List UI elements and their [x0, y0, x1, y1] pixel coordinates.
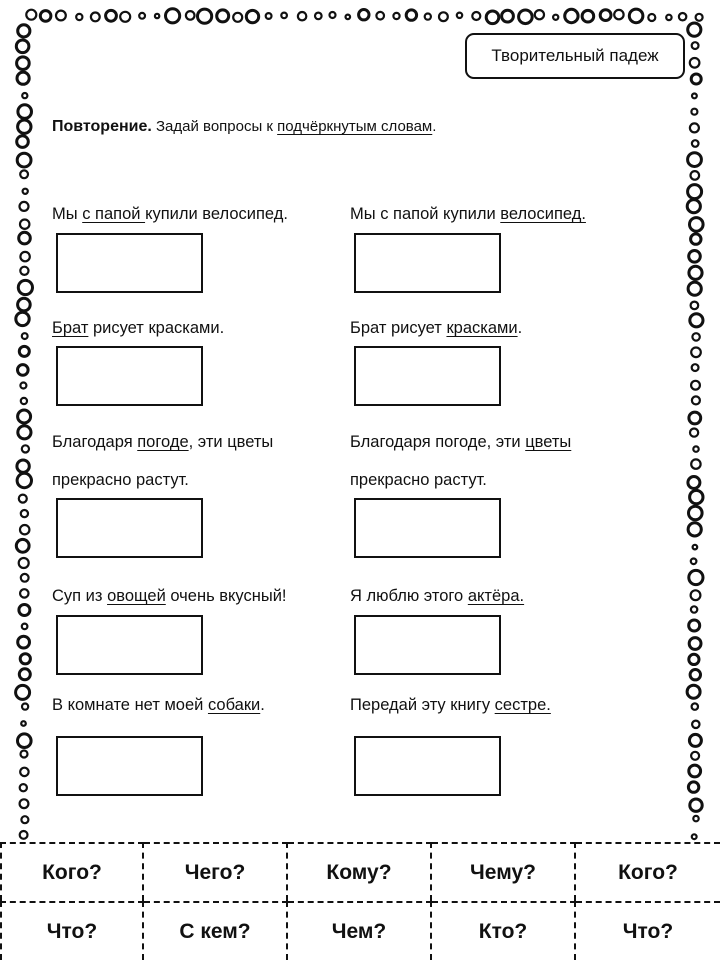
- border-ring: [17, 153, 31, 167]
- border-ring: [18, 426, 31, 439]
- question-card[interactable]: [288, 901, 432, 960]
- border-ring: [18, 120, 31, 133]
- underlined-word: цветы: [525, 433, 572, 451]
- question-text: Кто?: [478, 919, 528, 943]
- border-ring: [691, 171, 700, 180]
- border-ring: [18, 410, 31, 423]
- exercise-sentence: [52, 423, 273, 499]
- border-ring: [690, 58, 700, 68]
- border-ring: [16, 539, 29, 552]
- question-card[interactable]: [144, 842, 288, 901]
- border-ring: [20, 170, 28, 178]
- instruction-label: Повторение.: [52, 118, 152, 135]
- border-ring: [155, 14, 159, 18]
- border-ring: [56, 11, 66, 21]
- border-ring: [359, 10, 369, 20]
- sentence-text: Передай эту книгу: [350, 696, 495, 714]
- instruction-end: .: [432, 118, 437, 135]
- border-ring: [17, 136, 29, 148]
- border-ring: [692, 834, 697, 839]
- sentence-line: [350, 686, 551, 724]
- border-ring: [330, 12, 336, 18]
- border-ring: [19, 232, 31, 244]
- underlined-word: сестре.: [494, 696, 551, 714]
- border-ring: [22, 333, 28, 339]
- border-ring: [425, 14, 431, 20]
- border-ring: [315, 13, 322, 20]
- sentence-text: В комнате нет моей: [52, 696, 208, 714]
- border-ring: [20, 784, 27, 791]
- sentence-line: прекрасно растут.: [350, 471, 487, 489]
- border-ring: [689, 506, 703, 520]
- border-ring: [692, 140, 699, 147]
- question-text: Что?: [46, 919, 98, 943]
- border-ring: [76, 14, 82, 20]
- border-ring: [217, 10, 229, 22]
- border-ring: [535, 10, 544, 19]
- border-ring: [687, 200, 700, 213]
- sentence-line: [52, 577, 287, 615]
- border-ring: [21, 574, 29, 582]
- border-ring: [679, 13, 686, 20]
- border-ring: [565, 9, 578, 22]
- border-ring: [40, 11, 51, 22]
- answer-box[interactable]: [354, 736, 501, 796]
- border-ring: [21, 751, 28, 758]
- sentence-text: очень вкусный!: [165, 587, 287, 605]
- sentence-text: рисует красками.: [88, 319, 225, 337]
- sentence-line: [350, 309, 522, 347]
- sentence-text: Я люблю этого: [350, 587, 468, 605]
- sentence-text: .: [260, 696, 265, 714]
- border-ring: [689, 734, 701, 746]
- sentence-line: [52, 309, 224, 347]
- border-ring: [693, 545, 698, 550]
- border-ring: [18, 365, 29, 376]
- border-ring: [266, 13, 272, 19]
- border-ring: [20, 383, 26, 389]
- border-ring: [21, 398, 27, 404]
- border-ring: [553, 15, 558, 20]
- instruction-text: Задай вопросы к: [151, 118, 278, 135]
- border-ring: [376, 12, 384, 20]
- border-ring: [26, 10, 36, 20]
- underlined-word: с папой: [82, 205, 146, 223]
- exercise-sentence: [52, 577, 287, 615]
- answer-box[interactable]: [354, 346, 501, 406]
- topic-title: Творительный падеж: [491, 46, 659, 65]
- border-ring: [690, 670, 700, 680]
- border-ring: [689, 638, 701, 650]
- border-ring: [298, 12, 306, 20]
- underlined-word: Брат: [52, 319, 89, 337]
- border-ring: [20, 654, 30, 664]
- border-ring: [457, 13, 462, 18]
- question-text: С кем?: [179, 919, 251, 943]
- border-ring: [692, 94, 697, 99]
- border-ring: [691, 459, 700, 468]
- instruction-underlined: подчёркнутым словам: [277, 118, 433, 135]
- border-ring: [17, 57, 30, 70]
- border-ring: [690, 490, 703, 503]
- border-ring: [346, 15, 351, 20]
- border-ring: [692, 721, 699, 728]
- border-ring: [693, 446, 698, 451]
- question-text: Чем?: [331, 919, 387, 943]
- border-ring: [20, 831, 28, 839]
- border-ring: [22, 704, 28, 710]
- border-ring: [233, 13, 242, 22]
- border-ring: [120, 12, 130, 22]
- answer-box[interactable]: [354, 615, 501, 675]
- underlined-word: красками: [446, 319, 518, 337]
- exercise-sentence: [52, 686, 265, 724]
- border-ring: [692, 396, 700, 404]
- sentence-text: Благодаря: [52, 433, 138, 451]
- border-ring: [18, 280, 32, 294]
- border-ring: [18, 636, 30, 648]
- border-ring: [18, 25, 30, 37]
- sentence-text: Суп из: [52, 587, 108, 605]
- exercise-sentence: [52, 195, 288, 233]
- border-ring: [691, 559, 697, 565]
- border-ring: [502, 10, 514, 22]
- border-ring: [689, 412, 701, 424]
- question-card[interactable]: [432, 901, 576, 960]
- sentence-text: , эти цветы: [188, 433, 274, 451]
- border-ring: [692, 333, 699, 340]
- border-ring: [689, 620, 700, 631]
- border-ring: [690, 799, 702, 811]
- border-ring: [16, 685, 30, 699]
- border-ring: [18, 105, 32, 119]
- border-ring: [691, 234, 701, 244]
- border-ring: [22, 93, 27, 98]
- border-ring: [688, 282, 701, 295]
- border-ring: [691, 606, 697, 612]
- sentence-line: [52, 195, 288, 233]
- sentence-line: [52, 423, 273, 461]
- border-ring: [691, 752, 699, 760]
- question-text: Чему?: [470, 860, 536, 884]
- border-ring: [17, 72, 29, 84]
- border-ring: [691, 348, 701, 358]
- border-ring: [21, 721, 26, 726]
- border-ring: [20, 267, 28, 275]
- border-ring: [687, 685, 700, 698]
- border-ring: [281, 13, 287, 19]
- sentence-line: [350, 195, 586, 233]
- border-ring: [689, 250, 701, 262]
- answer-box[interactable]: [56, 498, 203, 558]
- border-ring: [690, 218, 704, 232]
- question-card[interactable]: [432, 842, 576, 901]
- border-ring: [614, 10, 623, 19]
- border-ring: [486, 11, 499, 24]
- border-ring: [198, 9, 212, 23]
- sentence-line: [52, 686, 265, 724]
- sentence-line: прекрасно растут.: [52, 471, 189, 489]
- border-ring: [19, 669, 30, 680]
- question-text: Кого?: [618, 860, 678, 884]
- border-ring: [696, 14, 703, 21]
- exercise-sentence: [350, 309, 522, 347]
- question-card[interactable]: [576, 901, 720, 960]
- border-ring: [690, 123, 699, 132]
- border-ring: [690, 429, 698, 437]
- border-ring: [689, 654, 699, 664]
- question-text: Кого?: [42, 860, 102, 884]
- topic-label-box: [465, 33, 685, 79]
- question-text: Что?: [622, 919, 674, 943]
- border-ring: [21, 816, 28, 823]
- border-ring: [692, 364, 699, 371]
- border-ring: [688, 523, 701, 536]
- border-ring: [692, 703, 698, 709]
- border-ring: [17, 460, 29, 472]
- border-ring: [629, 9, 643, 23]
- border-ring: [21, 510, 28, 517]
- border-ring: [688, 185, 702, 199]
- border-ring: [688, 477, 700, 489]
- question-text: Кому?: [326, 860, 392, 884]
- border-ring: [648, 14, 655, 21]
- border-ring: [20, 252, 29, 261]
- border-ring: [20, 525, 29, 534]
- border-ring: [688, 153, 702, 167]
- question-card[interactable]: [576, 842, 720, 901]
- border-ring: [691, 590, 701, 600]
- border-ring: [19, 495, 27, 503]
- question-card[interactable]: [0, 842, 144, 901]
- border-ring: [20, 202, 29, 211]
- border-ring: [691, 74, 701, 84]
- answer-box[interactable]: [354, 233, 501, 293]
- exercise-sentence: [350, 423, 571, 499]
- underlined-word: велосипед.: [500, 205, 586, 223]
- border-ring: [689, 765, 701, 777]
- border-ring: [688, 23, 701, 36]
- border-ring: [691, 302, 699, 310]
- border-ring: [691, 109, 697, 115]
- border-ring: [519, 10, 533, 24]
- instruction-line: [52, 118, 436, 136]
- question-text: Чего?: [184, 860, 246, 884]
- answer-box[interactable]: [56, 233, 203, 293]
- border-ring: [19, 605, 30, 616]
- border-ring: [19, 558, 29, 568]
- border-ring: [91, 13, 100, 22]
- border-ring: [22, 624, 28, 630]
- answer-box[interactable]: [354, 498, 501, 558]
- border-ring: [19, 346, 29, 356]
- answer-box[interactable]: [56, 615, 203, 675]
- border-ring: [406, 10, 416, 20]
- border-ring: [20, 220, 29, 229]
- underlined-word: овощей: [107, 587, 166, 605]
- border-ring: [692, 42, 699, 49]
- underlined-word: актёра.: [467, 587, 525, 605]
- exercise-sentence: [52, 309, 224, 347]
- sentence-text: Мы: [52, 205, 83, 223]
- border-ring: [689, 266, 702, 279]
- sentence-text: купили велосипед.: [145, 205, 288, 223]
- question-cut-table: [0, 842, 720, 960]
- border-ring: [690, 314, 703, 327]
- border-ring: [106, 10, 117, 21]
- question-card[interactable]: [288, 842, 432, 901]
- border-ring: [688, 782, 698, 792]
- border-ring: [17, 473, 31, 487]
- sentence-text: .: [517, 319, 523, 337]
- border-ring: [600, 10, 611, 21]
- exercise-sentence: [350, 195, 586, 233]
- border-ring: [22, 445, 29, 452]
- underlined-word: погоде: [137, 433, 189, 451]
- border-ring: [666, 15, 671, 20]
- border-ring: [20, 768, 28, 776]
- border-ring: [20, 799, 29, 808]
- sentence-line: [350, 577, 524, 615]
- border-ring: [166, 9, 180, 23]
- border-ring: [186, 11, 195, 20]
- border-ring: [16, 40, 29, 53]
- question-card[interactable]: [144, 901, 288, 960]
- border-ring: [23, 189, 28, 194]
- sentence-text: Благодаря погоде, эти: [350, 433, 526, 451]
- border-ring: [246, 10, 258, 22]
- border-ring: [689, 570, 703, 584]
- border-ring: [20, 589, 28, 597]
- border-ring: [18, 734, 32, 748]
- border-ring: [691, 381, 700, 390]
- border-ring: [439, 12, 448, 21]
- exercise-sentence: [350, 686, 551, 724]
- underlined-word: собаки: [207, 696, 261, 714]
- answer-box[interactable]: [56, 346, 203, 406]
- border-ring: [139, 13, 145, 19]
- border-ring: [393, 13, 399, 19]
- sentence-line: [350, 423, 571, 461]
- border-ring: [693, 816, 698, 821]
- sentence-text: Мы с папой купили: [350, 205, 501, 223]
- answer-box[interactable]: [56, 736, 203, 796]
- question-card[interactable]: [0, 901, 144, 960]
- exercise-sentence: [350, 577, 524, 615]
- border-ring: [472, 12, 480, 20]
- sentence-text: Брат рисует: [350, 319, 447, 337]
- border-ring: [582, 10, 594, 22]
- border-ring: [18, 298, 31, 311]
- border-ring: [16, 312, 29, 325]
